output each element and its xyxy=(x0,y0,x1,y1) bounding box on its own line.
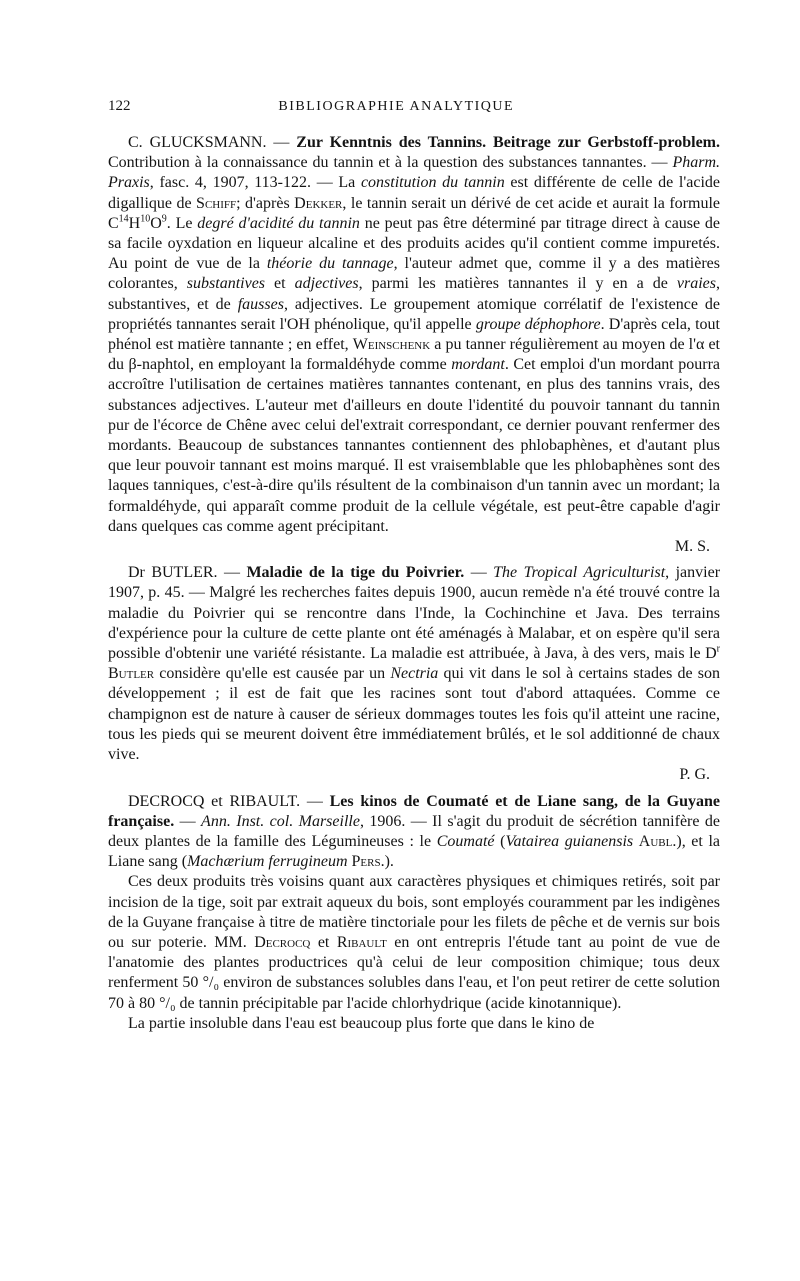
entry-author: DECROCQ et RIBAULT. xyxy=(128,792,301,810)
entry-paragraph: Ces deux produits très voisins quant aux caractères physiques et chimiques retirés, soit par incision de la tige, soit par extrait aqueux du bois, sont employés couramment par les indigènes de la Guyane française à titre de matière tinctoriale pour les filets de pêche et de vernis sur bois ou sur poterie. MM. Decrocq et Ribault en ont entrepris l'étude tant au point de vue de l'anatomie des plantes productrices qu'à celui de leur composition chimique; tous deux renferment 50 °/₀ environ de substances solubles dans l'eau, et l'on peut retirer de cette solution 70 à 80 °/₀ de tannin précipitable par l'acide chlorhydrique (acide kinotannique). xyxy=(108,873,720,1012)
entry-paragraph: La partie insoluble dans l'eau est beaucoup plus forte que dans le kino de xyxy=(128,1014,595,1032)
running-title: BIBLIOGRAPHIE ANALYTIQUE xyxy=(278,99,515,114)
review-entry-glucksmann xyxy=(108,133,720,557)
entry-paragraph: C. GLUCKSMANN. — Zur Kenntnis des Tannins. Beitrage zur Gerbstoff-problem. Contribution à la connaissance du tannin et à la question des substances tannantes. — Pharm. Praxis, fasc. 4, 1907, 113-122. — La constitution du tannin est différente de celle de l'acide digallique de Schiff; d'après Dekker, le tannin serait un dérivé de cet acide et aurait la formule $C^{14}H^{10}O^9$. Le degré d'acidité du tannin ne peut pas être déterminé par titrage direct à cause de sa facile oyxdation en liqueur alcaline et des produits acides qu'il contient comme impuretés. Au point de vue de la théorie du tannage, l'auteur admet que, comme il y a des matières colorantes, substantives et adjectives, parmi les matières tannantes il y en a de vraies, substantives, et de fausses, adjectives. Le groupement atomique corrélatif de l'existence de propriétés tannantes serait l'OH phénolique, qu'il appelle groupe déphophore. D'après cela, tout phénol est matière tannante ; en effet, Weinschenk a pu tanner régulièrement au moyen de l'α et du β-naphtol, en employant la formaldéhyde comme mordant. Cet emploi d'un mordant pourra accroître l'utilisation de certaines matières tannantes contenant, en plus des tannins vrais, des substances adjectives. L'auteur met d'ailleurs en doute l'identité du pouvoir tannant du tannin pur de l'écorce de Chêne avec celui del'extrait correspondant, ce dernier pouvant renfermer des mordants. Beaucoup de substances tannantes contiennent des phlobaphènes, et d'autant plus que leur pouvoir tannant est moins marqué. Il est vraisemblable que les phlobaphènes sont des laques tanniques, c'est-à-dire qu'ils résultent de la combinaison d'un tannin avec un mordant; la formaldéhyde, qui apparaît comme produit de la cellule végétale, est peut-être capable d'agir dans quelques cas comme agent précipitant. xyxy=(108,134,721,535)
review-entry-butler xyxy=(108,563,720,785)
entry-signature: P. G. xyxy=(679,766,710,784)
journal-name: Pharm. Praxis xyxy=(108,154,720,192)
entry-title: Les kinos de Coumaté et de Liane sang, de la Guyane française. xyxy=(108,792,721,830)
page-header xyxy=(108,96,720,117)
entry-signature: M. S. xyxy=(674,538,710,556)
entry-title: Zur Kenntnis des Tannins. Beitrage zur Gerbstoff-problem. xyxy=(296,134,720,151)
entry-paragraph: DECROCQ et RIBAULT. — Les kinos de Coumaté et de Liane sang, de la Guyane française. — Ann. Inst. col. Marseille, 1906. — Il s'agit du produit de sécrétion tannifère de deux plantes de la famille des Légumineuses : le Coumaté (Vatairea guianensis Aubl.), et la Liane sang (Machærium ferrugineum Pers.). xyxy=(108,792,721,871)
journal-name: The Tropical Agriculturist xyxy=(493,564,666,582)
entry-author: C. GLUCKSMANN. xyxy=(128,134,267,151)
page-number: 122 xyxy=(108,98,131,114)
entry-author: Dr BUTLER. xyxy=(128,564,218,582)
entry-paragraph: Dr BUTLER. — Maladie de la tige du Poivrier. — The Tropical Agriculturist, janvier 1907, p. 45. — Malgré les recherches faites depuis 1900, aucun remède n'a été trouvé contre la maladie du Poivrier qui se rencontre dans l'Inde, la Cochinchine et Java. Des terrains d'expérience pour la culture de cette plante ont été aménagés à Malabar, et on espère qu'il sera possible d'obtenir une variété résistante. La maladie est attribuée, à Java, à des vers, mais le $D^r$ Butler considère qu'elle est causée par un Nectria qui vit dans le sol à certains stades de son développement ; il est de fait que les racines sont tout d'abord attaquées. Comme ce champignon est de nature à causer de sérieux dommages toutes les fois qu'il atteint une racine, tous les pieds qui se meurent doivent être immédiatement brûlés, et le sol additionné de chaux vive. xyxy=(108,564,721,764)
review-entry-decrocq-ribault xyxy=(108,792,720,1034)
journal-name: Ann. Inst. col. Marseille xyxy=(201,812,360,830)
document-page xyxy=(108,96,720,1040)
entry-title: Maladie de la tige du Poivrier. xyxy=(246,564,465,582)
